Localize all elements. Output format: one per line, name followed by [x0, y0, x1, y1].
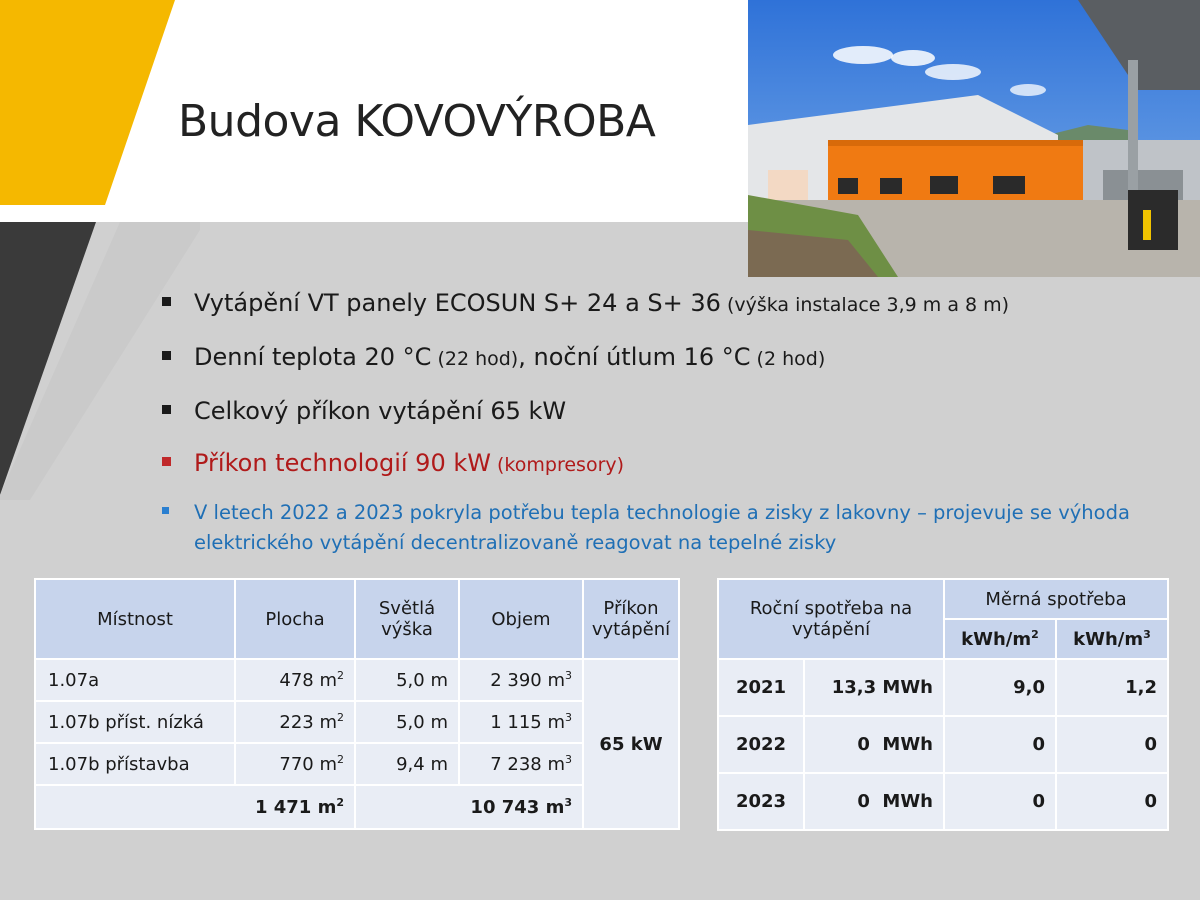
bullet-small-text: (22 hod) — [431, 348, 519, 370]
bullet-heat-gains — [160, 498, 1160, 558]
cell-height: 5,0 m — [355, 701, 459, 743]
cell-area — [235, 701, 355, 743]
unit-exponent: 2 — [337, 668, 344, 682]
cell-year: 2022 — [718, 716, 804, 773]
page-title: Budova KOVOVÝROBA — [178, 96, 656, 147]
cell-room: 1.07b příst. nízká — [35, 701, 235, 743]
table-row — [718, 659, 1168, 716]
table-header-row — [718, 579, 1168, 619]
header-unit-volume — [1056, 619, 1168, 659]
cell-volume — [459, 659, 583, 701]
unit-exponent: 3 — [564, 795, 572, 809]
bullet-heating-panels — [160, 288, 1160, 320]
cell-year: 2023 — [718, 773, 804, 830]
cell-power: 65 kW — [583, 659, 679, 829]
unit-exponent: 2 — [337, 710, 344, 724]
unit-label: kWh/m — [1073, 628, 1144, 650]
bullet-square-icon — [162, 457, 171, 466]
cell-consumption: 0 MWh — [804, 716, 944, 773]
cell-per-volume: 0 — [1056, 773, 1168, 830]
header-unit-area — [944, 619, 1056, 659]
unit-exponent: 2 — [337, 752, 344, 766]
header-specific-consumption: Měrná spotřeba — [944, 579, 1168, 619]
table-row — [35, 701, 679, 743]
cell-total-area — [35, 785, 355, 829]
cell-room: 1.07a — [35, 659, 235, 701]
bullet-main-text: , noční útlum 16 °C — [518, 343, 751, 371]
cell-height: 5,0 m — [355, 659, 459, 701]
cell-year: 2021 — [718, 659, 804, 716]
header-area: Plocha — [235, 579, 355, 659]
bullet-technology-power — [160, 448, 1160, 480]
cell-room: 1.07b přístavba — [35, 743, 235, 785]
bullet-square-icon — [162, 405, 171, 414]
rooms-table — [34, 578, 680, 830]
cell-per-volume: 1,2 — [1056, 659, 1168, 716]
table-header-row — [35, 579, 679, 659]
cell-volume — [459, 743, 583, 785]
volume-value: 7 238 m — [490, 753, 565, 775]
consumption-table — [717, 578, 1169, 831]
bullet-small-text: (2 hod) — [750, 348, 826, 370]
cell-volume — [459, 701, 583, 743]
bullet-main-text: Celkový příkon vytápění 65 kW — [194, 397, 567, 425]
cell-per-area: 0 — [944, 773, 1056, 830]
cell-consumption: 0 MWh — [804, 773, 944, 830]
bullet-main-text: Příkon technologií 90 kW — [194, 449, 491, 477]
area-value: 478 m — [279, 669, 337, 691]
building-photo — [748, 0, 1200, 277]
cell-total-volume — [355, 785, 583, 829]
unit-exponent: 3 — [565, 668, 572, 682]
cell-height: 9,4 m — [355, 743, 459, 785]
area-value: 770 m — [279, 753, 337, 775]
unit-label: kWh/m — [961, 628, 1032, 650]
bullet-square-icon — [162, 297, 171, 306]
total-volume-value: 10 743 m — [470, 796, 565, 818]
bullet-square-icon — [162, 507, 169, 514]
unit-exponent: 2 — [1031, 627, 1039, 641]
unit-exponent: 3 — [565, 752, 572, 766]
volume-value: 2 390 m — [490, 669, 565, 691]
cell-area — [235, 743, 355, 785]
bullet-small-text: (výška instalace 3,9 m a 8 m) — [720, 294, 1010, 316]
bullet-square-icon — [162, 351, 171, 360]
bullet-main-text: Vytápění VT panely ECOSUN S+ 24 a S+ 36 — [194, 289, 721, 317]
unit-exponent: 3 — [1143, 627, 1151, 641]
cell-area — [235, 659, 355, 701]
area-value: 223 m — [279, 711, 337, 733]
table-row — [718, 773, 1168, 830]
total-area-value: 1 471 m — [254, 796, 337, 818]
cell-consumption: 13,3 MWh — [804, 659, 944, 716]
bullet-temperature — [160, 342, 1160, 374]
unit-exponent: 2 — [336, 795, 344, 809]
header-height: Světlá výška — [355, 579, 459, 659]
cell-per-area: 0 — [944, 716, 1056, 773]
table-total-row — [35, 785, 679, 829]
header-annual-consumption: Roční spotřeba na vytápění — [718, 579, 944, 659]
bullet-total-power — [160, 396, 1160, 426]
unit-exponent: 3 — [565, 710, 572, 724]
cell-per-area: 9,0 — [944, 659, 1056, 716]
table-row — [718, 716, 1168, 773]
volume-value: 1 115 m — [490, 711, 565, 733]
bullet-list — [160, 288, 1160, 580]
bullet-main-text: Denní teplota 20 °C — [194, 343, 432, 371]
header-room: Místnost — [35, 579, 235, 659]
header-volume: Objem — [459, 579, 583, 659]
bullet-main-text: V letech 2022 a 2023 pokryla potřebu tepla technologie a zisky z lakovny – projevuje se výhoda elektrického vytápění decentralizovaně reagovat na tepelné zisky — [194, 501, 1130, 554]
header-power: Příkon vytápění — [583, 579, 679, 659]
table-row — [35, 659, 679, 701]
bullet-small-text: (kompresory) — [490, 454, 625, 476]
table-row — [35, 743, 679, 785]
yellow-stripe — [0, 0, 175, 205]
cell-per-volume: 0 — [1056, 716, 1168, 773]
